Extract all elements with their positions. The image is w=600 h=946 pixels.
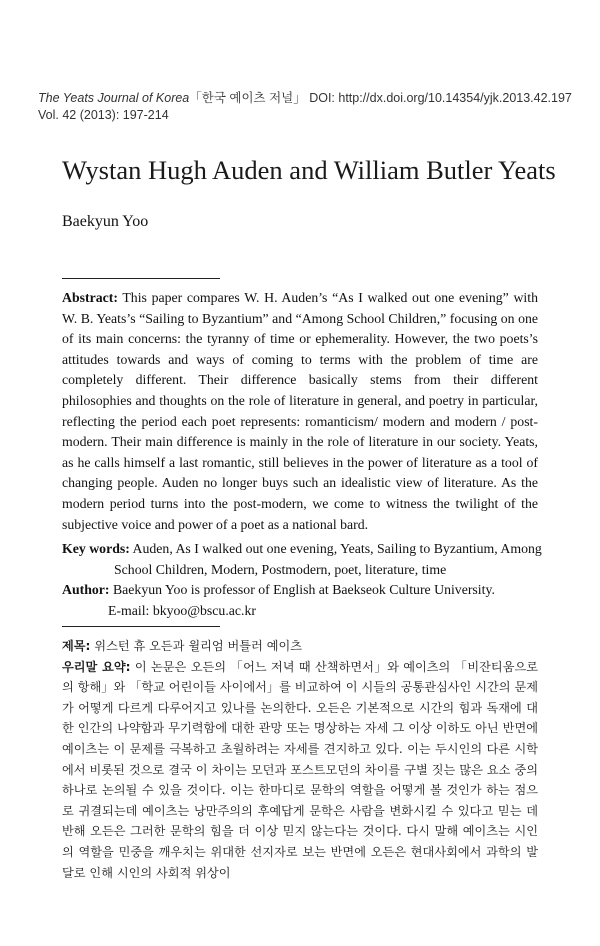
- abstract-text: This paper compares W. H. Auden’s “As I walked out one evening” with W. B. Yeats’s “Sailing to Byzantium” and “Among School Children,” focusing on one of its main concerns: the tyranny of time or ephemerality. However, the two poets’s attitudes towards and ways of coming to terms with the problem of time are completely different. Their difference basically stems from their different philosophies and thoughts on the role of literature in general, and poetry in particular, reflecting the period each poet represents: romanticism/ modern and modern / post-modern. Their main difference is mainly in the role of literature in our society. Yeats, as he calls himself a last romantic, still believes in the power of literature as a tool of changing people. Auden no longer buys such an idealistic view of literature. As the modern period turns into the post-modern, we come to witness the twilight of the subjective voice and power of a poet as a national bard.: [62, 290, 538, 532]
- korean-title: [62, 636, 538, 657]
- korean-summary-text: 이 논문은 오든의 「어느 저녁 때 산책하면서」와 예이츠의 「비잔티움으로의 항해」와 「학교 어린이들 사이에서」를 비교하여 이 시들의 공통관심사인 시간의 문제가 어떻게 다르게 다루어지고 있나를 논의한다. 오든은 기본적으로 시간의 힘과 독재에 대한 인간의 나약함과 무기력함에 대한 관망 또는 명상하는 자세 그 이상 이하도 아닌 반면에 예이츠는 이 문제를 극복하고 초월하려는 자세를 견지하고 있다. 이는 두시인의 다른 시학에서 비롯된 것으로 결국 이 차이는 모던과 포스트모던의 차이를 구별 짓는 많은 요소 중의 하나로 논의될 수 있을 것이다. 이는 한마디로 문학의 역할을 어떻게 볼 것인가 하는 점으로 귀결되는데 예이츠는 낭만주의의 후예답게 문학은 사람을 변화시킬 수 있다고 믿는 데 반해 오든은 그러한 문학의 힘을 더 이상 믿지 않는다는 것이다. 다시 말해 예이츠는 시인의 역할을 민중을 깨우치는 위대한 선지자로 보는 반면에 오든은 현대사회에서 과학의 발달로 인해 시인의 사회적 위상이: [62, 659, 539, 880]
- korean-title-text: 위스턴 휴 오든과 윌리엄 버틀러 예이츠: [94, 639, 303, 653]
- korean-summary: [62, 657, 538, 884]
- divider-bottom: [62, 626, 220, 627]
- paper-author: Baekyun Yoo: [62, 213, 149, 230]
- abstract: [62, 288, 538, 535]
- journal-header: [38, 90, 572, 124]
- abstract-label: Abstract:: [62, 290, 118, 305]
- journal-name: The Yeats Journal of Korea: [38, 91, 190, 105]
- author-email: E-mail: bkyoo@bscu.ac.kr: [108, 602, 256, 618]
- journal-citation: [38, 90, 572, 107]
- divider-top: [62, 278, 220, 279]
- korean-section: [62, 636, 538, 883]
- paper-title: Wystan Hugh Auden and William Butler Yeats: [62, 155, 556, 185]
- keywords: [62, 539, 542, 580]
- korean-title-label: 제목:: [62, 639, 91, 653]
- author-info: [62, 580, 542, 621]
- korean-summary-label: 우리말 요약:: [62, 659, 131, 674]
- journal-volume: Vol. 42 (2013): 197-214: [38, 108, 169, 122]
- keywords-label: Key words:: [62, 541, 130, 556]
- author-info-label: Author:: [62, 582, 110, 597]
- author-info-text: Baekyun Yoo is professor of English at Baekseok Culture University.: [112, 582, 495, 597]
- keywords-text: Auden, As I walked out one evening, Yeats, Sailing to Byzantium, Among School Children, Modern, Postmodern, poet, literature, time: [114, 541, 542, 577]
- journal-doi: 「한국 예이츠 저널」 DOI: http://dx.doi.org/10.14354/yjk.2013.42.197: [189, 91, 572, 105]
